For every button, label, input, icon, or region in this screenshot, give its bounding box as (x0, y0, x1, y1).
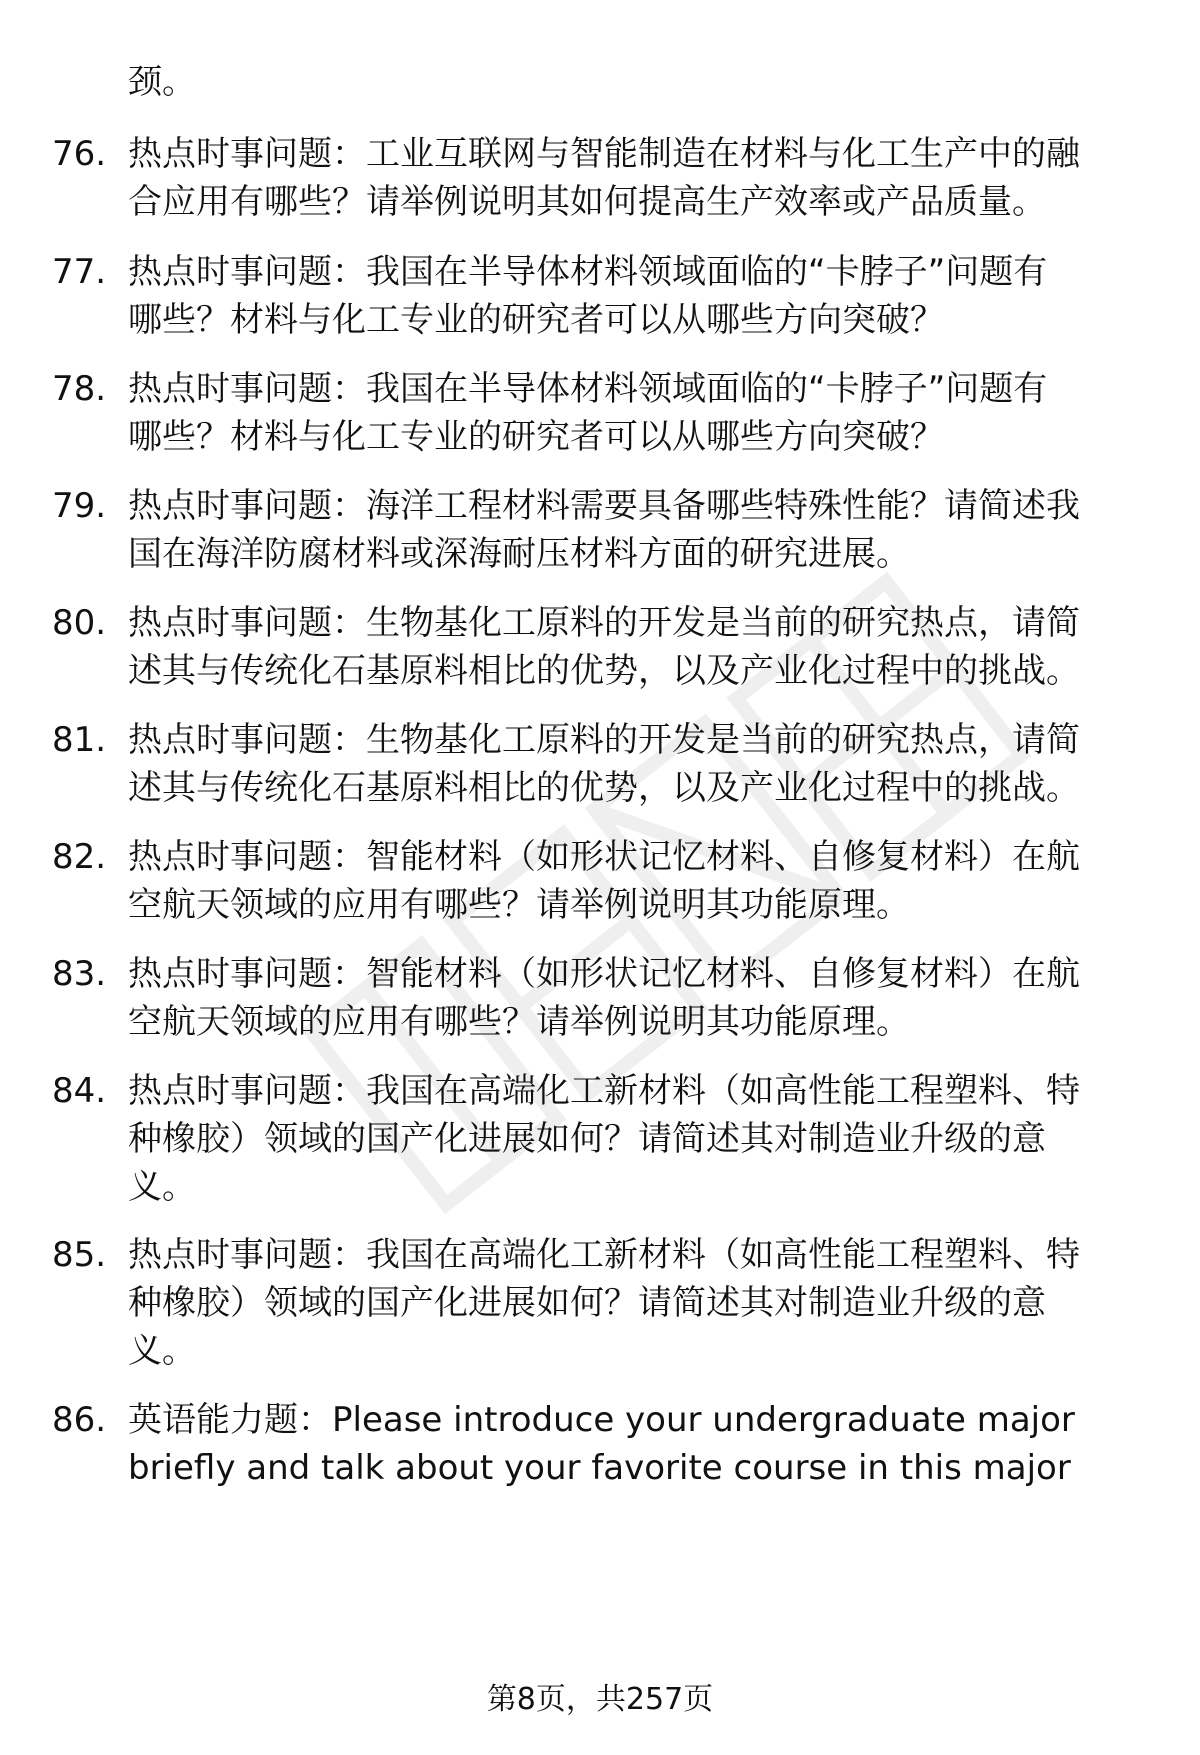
question-text-line: briefly and talk about your favorite course in this major (128, 1448, 1071, 1488)
question-number: 82. (52, 837, 107, 877)
question-text-line: 热点时事问题：工业互联网与智能制造在材料与化工生产中的融 (128, 134, 1080, 174)
question-text-line: 热点时事问题：智能材料（如形状记忆材料、自修复材料）在航 (128, 954, 1080, 994)
question-number: 78. (52, 369, 107, 409)
question-item-81 (52, 716, 1162, 812)
question-text-line: 热点时事问题：生物基化工原料的开发是当前的研究热点，请简 (128, 603, 1080, 643)
question-item-77 (52, 248, 1162, 344)
question-text-line: 种橡胶）领域的国产化进展如何？请简述其对制造业升级的意 (128, 1119, 1046, 1159)
question-number: 77. (52, 252, 107, 292)
question-number: 79. (52, 486, 107, 526)
question-item-86 (52, 1396, 1162, 1492)
question-text-line: 义。 (128, 1167, 196, 1207)
question-text-line: 空航天领域的应用有哪些？请举例说明其功能原理。 (128, 1002, 910, 1042)
question-text-line: 热点时事问题：海洋工程材料需要具备哪些特殊性能？请简述我 (128, 486, 1080, 526)
question-text-line: 种橡胶）领域的国产化进展如何？请简述其对制造业升级的意 (128, 1283, 1046, 1323)
question-item-83 (52, 950, 1162, 1046)
question-text-line: 述其与传统化石基原料相比的优势，以及产业化过程中的挑战。 (128, 651, 1080, 691)
question-text-line: 空航天领域的应用有哪些？请举例说明其功能原理。 (128, 885, 910, 925)
question-text-line: 国在海洋防腐材料或深海耐压材料方面的研究进展。 (128, 534, 910, 574)
question-text-line: 英语能力题：Please introduce your undergraduate major (128, 1400, 1075, 1440)
question-number: 83. (52, 954, 107, 994)
question-number: 76. (52, 134, 107, 174)
question-text-line: 热点时事问题：我国在半导体材料领域面临的“卡脖子”问题有 (128, 369, 1048, 409)
question-text-line: 热点时事问题：我国在高端化工新材料（如高性能工程塑料、特 (128, 1235, 1080, 1275)
question-text-line: 热点时事问题：智能材料（如形状记忆材料、自修复材料）在航 (128, 837, 1080, 877)
question-item-76 (52, 130, 1162, 226)
question-item-80 (52, 599, 1162, 695)
page-number-footer: 第8页，共257页 (486, 1682, 714, 1717)
question-text-line: 热点时事问题：我国在半导体材料领域面临的“卡脖子”问题有 (128, 252, 1048, 292)
question-item-79 (52, 482, 1162, 578)
question-item-82 (52, 833, 1162, 929)
question-text-line: 哪些？材料与化工专业的研究者可以从哪些方向突破？ (128, 417, 944, 457)
question-number: 86. (52, 1400, 107, 1440)
question-number: 85. (52, 1235, 107, 1275)
question-text-line: 义。 (128, 1331, 196, 1371)
question-number: 80. (52, 603, 107, 643)
question-text-line: 热点时事问题：生物基化工原料的开发是当前的研究热点，请简 (128, 720, 1080, 760)
question-item-85 (52, 1231, 1162, 1375)
question-item-84 (52, 1067, 1162, 1211)
question-item-78 (52, 365, 1162, 461)
question-text-line: 合应用有哪些？请举例说明其如何提高生产效率或产品质量。 (128, 182, 1046, 222)
question-number: 81. (52, 720, 107, 760)
question-text-line: 述其与传统化石基原料相比的优势，以及产业化过程中的挑战。 (128, 768, 1080, 808)
question-text-line: 哪些？材料与化工专业的研究者可以从哪些方向突破？ (128, 300, 944, 340)
question-number: 84. (52, 1071, 107, 1111)
question-text-line: 热点时事问题：我国在高端化工新材料（如高性能工程塑料、特 (128, 1071, 1080, 1111)
continuation-text: 颈。 (128, 62, 196, 102)
